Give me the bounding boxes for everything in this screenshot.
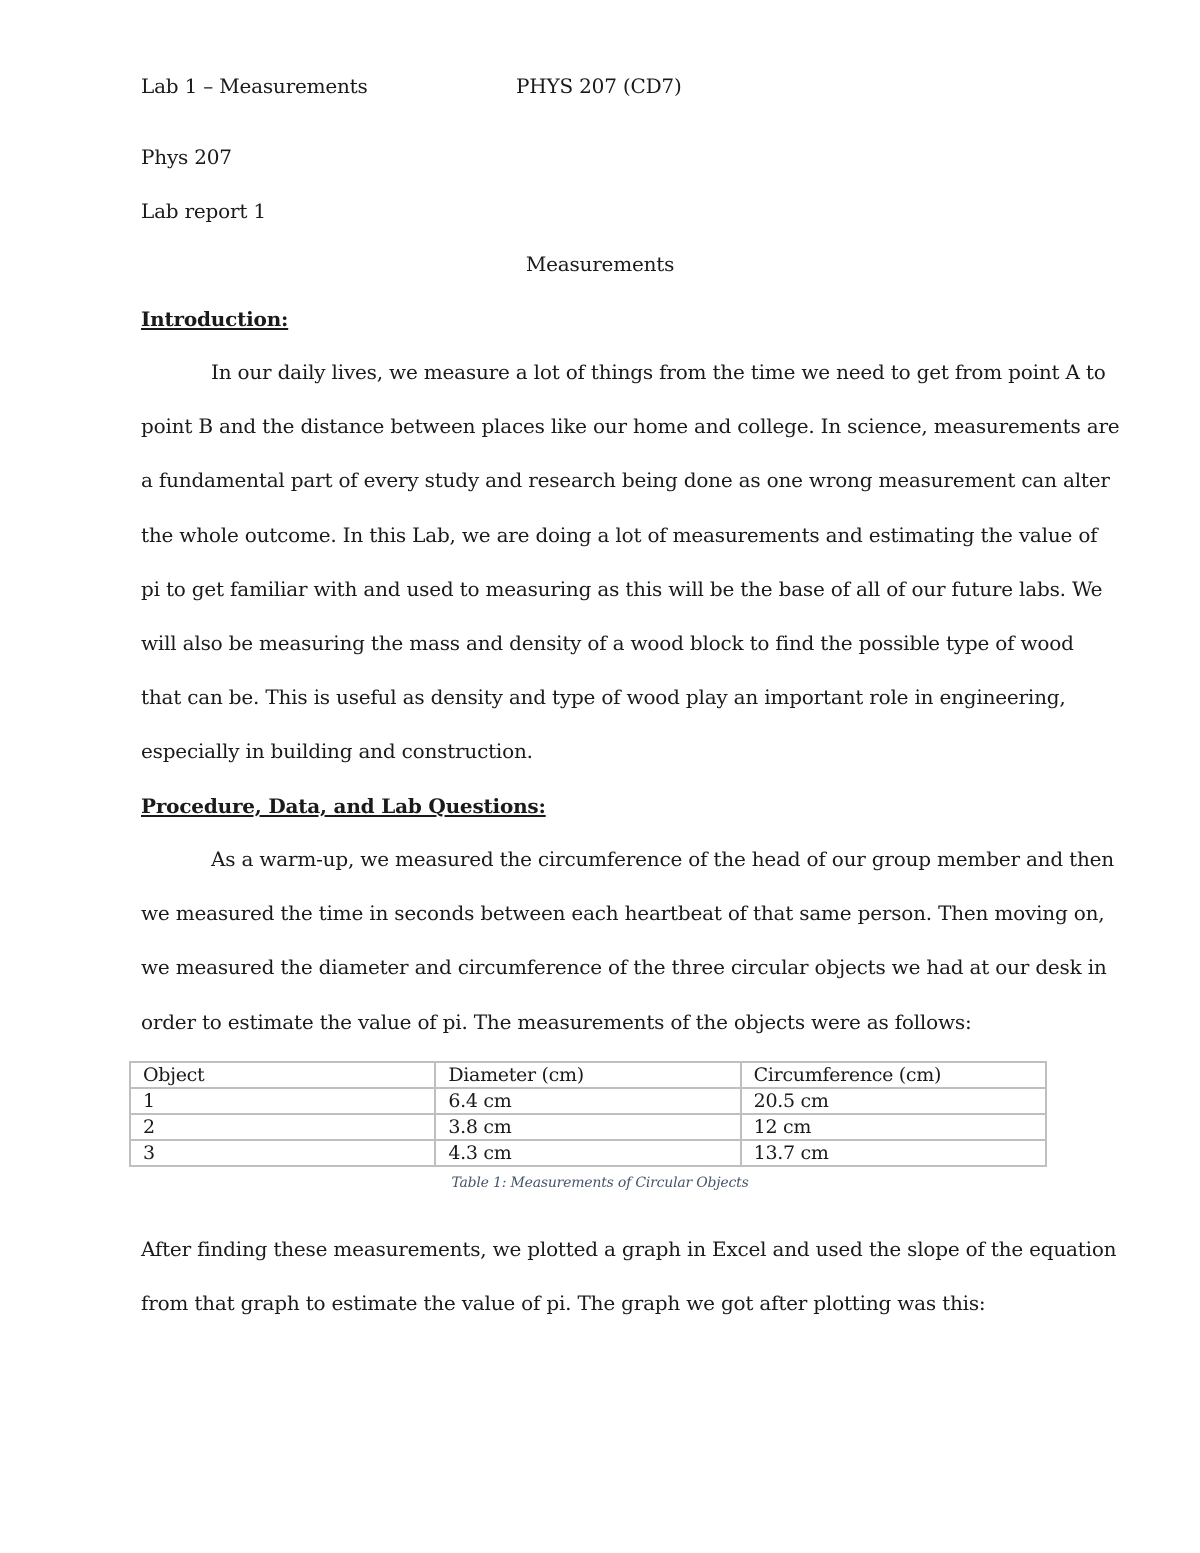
table-row bbox=[130, 1114, 1046, 1140]
paragraph-line: from that graph to estimate the value of pi. The graph we got after plotting was this: bbox=[141, 1291, 986, 1316]
table-row bbox=[130, 1088, 1046, 1114]
course-name: Phys 207 bbox=[141, 145, 232, 169]
paragraph-line: In our daily lives, we measure a lot of things from the time we need to get from point A to bbox=[211, 360, 1106, 384]
table-cell: 12 cm bbox=[741, 1114, 1046, 1140]
paragraph-line: we measured the time in seconds between each heartbeat of that same person. Then moving on, bbox=[141, 901, 1105, 926]
paragraph-line: the whole outcome. In this Lab, we are doing a lot of measurements and estimating the value of bbox=[141, 522, 1098, 547]
report-label: Lab report 1 bbox=[141, 199, 266, 223]
paragraph-line: we measured the diameter and circumference of the three circular objects we had at our desk in bbox=[141, 955, 1107, 980]
table-cell: 3.8 cm bbox=[435, 1114, 740, 1140]
procedure-paragraph bbox=[141, 832, 1114, 1049]
document-title: Measurements bbox=[525, 252, 675, 276]
table-header-cell: Object bbox=[130, 1062, 435, 1088]
paragraph-line: pi to get familiar with and used to measuring as this will be the base of all of our future labs. We bbox=[141, 576, 1103, 601]
paragraph-line: As a warm-up, we measured the circumference of the head of our group member and then bbox=[211, 847, 1114, 871]
paragraph-line: After finding these measurements, we plotted a graph in Excel and used the slope of the equation bbox=[141, 1237, 1117, 1261]
paragraph-line: point B and the distance between places like our home and college. In science, measurements are bbox=[141, 414, 1120, 439]
table-caption: Table 1: Measurements of Circular Objects bbox=[451, 1175, 749, 1191]
table-cell: 3 bbox=[130, 1140, 435, 1166]
graph-intro-paragraph bbox=[141, 1222, 1117, 1330]
paragraph-line: a fundamental part of every study and research being done as one wrong measurement can alter bbox=[141, 468, 1110, 493]
header-lab-title: Lab 1 – Measurements bbox=[141, 74, 368, 98]
table-cell: 13.7 cm bbox=[741, 1140, 1046, 1166]
table-header-cell: Circumference (cm) bbox=[741, 1062, 1046, 1088]
header-course-code: PHYS 207 (CD7) bbox=[516, 74, 682, 98]
table-header-cell: Diameter (cm) bbox=[435, 1062, 740, 1088]
introduction-paragraph bbox=[141, 345, 1120, 779]
table-cell: 6.4 cm bbox=[435, 1088, 740, 1114]
table-cell: 4.3 cm bbox=[435, 1140, 740, 1166]
table-row bbox=[130, 1140, 1046, 1166]
measurements-table bbox=[129, 1061, 1047, 1167]
paragraph-line: especially in building and construction. bbox=[141, 739, 533, 764]
table-header-row bbox=[130, 1062, 1046, 1088]
paragraph-line: order to estimate the value of pi. The measurements of the objects were as follows: bbox=[141, 1009, 972, 1034]
table-cell: 1 bbox=[130, 1088, 435, 1114]
table-cell: 2 bbox=[130, 1114, 435, 1140]
introduction-heading: Introduction: bbox=[141, 307, 289, 331]
table-cell: 20.5 cm bbox=[741, 1088, 1046, 1114]
procedure-heading: Procedure, Data, and Lab Questions: bbox=[141, 794, 546, 818]
paragraph-line: will also be measuring the mass and density of a wood block to find the possible type of wood bbox=[141, 630, 1074, 655]
paragraph-line: that can be. This is useful as density and type of wood play an important role in engineering, bbox=[141, 685, 1066, 710]
